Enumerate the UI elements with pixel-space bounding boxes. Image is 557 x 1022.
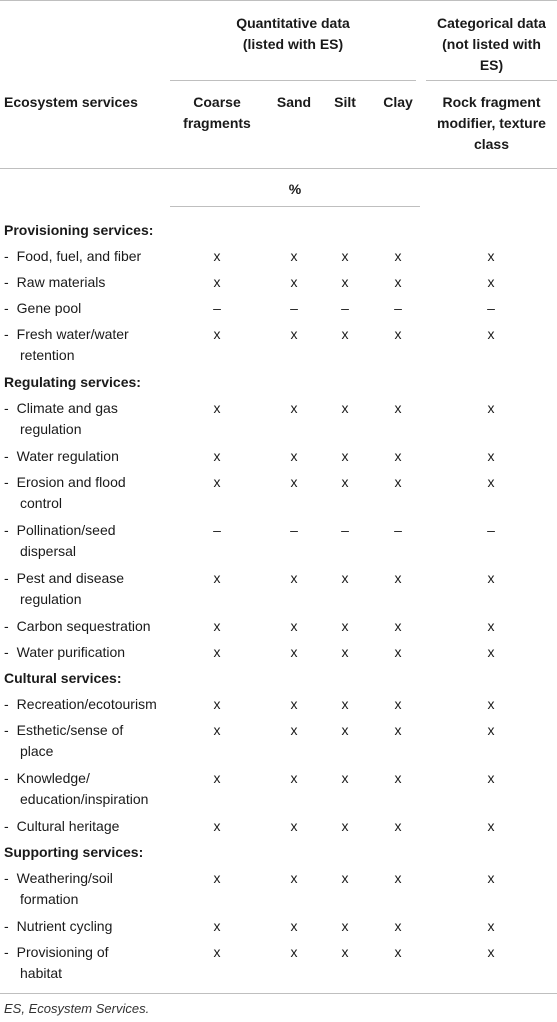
table-cell: x — [394, 474, 402, 490]
row-label-line: Provisioning of — [16, 944, 109, 960]
col-header-rock-fragment: Rock fragment modifier, texture class — [437, 94, 546, 152]
table-cell: x — [394, 274, 402, 290]
table-cell: x — [290, 722, 298, 738]
col-header-coarse-fragments: Coarse fragments — [183, 94, 251, 131]
row-bullet: - — [4, 274, 9, 290]
row-label — [4, 520, 194, 562]
table-cell: x — [213, 918, 221, 934]
row-label-line: Cultural heritage — [16, 818, 120, 834]
table-cell: x — [213, 944, 221, 960]
table-cell: x — [341, 644, 349, 660]
row-label — [4, 298, 194, 319]
table-cell: x — [290, 770, 298, 786]
table-cell: x — [394, 644, 402, 660]
row-label-line: regulation — [20, 421, 82, 437]
table-cell: x — [394, 818, 402, 834]
row-label — [4, 568, 194, 610]
row-label-line: Carbon sequestration — [16, 618, 151, 634]
table-cell: – — [213, 522, 221, 538]
table-cell: – — [487, 522, 495, 538]
row-label — [4, 446, 194, 467]
table-cell: x — [394, 722, 402, 738]
row-bullet: - — [4, 696, 9, 712]
table-cell: x — [394, 918, 402, 934]
row-label-line: Weathering/soil — [16, 870, 113, 886]
table-cell: x — [290, 248, 298, 264]
row-label — [4, 868, 194, 910]
row-bullet: - — [4, 818, 9, 834]
table-cell: x — [290, 644, 298, 660]
table-cell: x — [487, 644, 495, 660]
row-label — [4, 720, 194, 762]
table-cell: – — [290, 522, 298, 538]
row-label — [4, 246, 194, 267]
row-bullet: - — [4, 644, 9, 660]
table-cell: x — [341, 870, 349, 886]
row-bullet: - — [4, 944, 9, 960]
row-label — [4, 272, 194, 293]
table-cell: x — [213, 696, 221, 712]
footnote: ES, Ecosystem Services. — [4, 1001, 150, 1016]
table-cell: x — [487, 274, 495, 290]
table-cell: x — [341, 570, 349, 586]
row-label-line: Fresh water/water — [16, 326, 129, 342]
col-header-clay: Clay — [383, 94, 413, 110]
unit-label: % — [288, 181, 302, 197]
group-underline-quant — [170, 80, 416, 81]
table-cell: x — [341, 474, 349, 490]
table-cell: x — [213, 400, 221, 416]
row-label-line: Water regulation — [16, 448, 119, 464]
table-cell: x — [487, 474, 495, 490]
row-label-line: Climate and gas — [16, 400, 118, 416]
table-cell: x — [213, 722, 221, 738]
table-cell: x — [394, 870, 402, 886]
table-cell: x — [487, 448, 495, 464]
table-cell: x — [487, 400, 495, 416]
row-bullet: - — [4, 300, 9, 316]
table-cell: x — [341, 618, 349, 634]
table-cell: x — [394, 400, 402, 416]
row-label-line: dispersal — [20, 543, 77, 559]
table-cell: x — [290, 400, 298, 416]
table-cell: x — [213, 618, 221, 634]
row-bullet: - — [4, 400, 9, 416]
table-cell: x — [290, 696, 298, 712]
section-heading: Cultural services: — [4, 670, 122, 686]
row-label-line: control — [20, 495, 63, 511]
row-label-line: Pest and disease — [16, 570, 125, 586]
row-label-line: Pollination/seed — [16, 522, 116, 538]
section-heading: Provisioning services: — [4, 222, 154, 238]
table-cell: x — [487, 818, 495, 834]
row-label-line: Food, fuel, and fiber — [16, 248, 142, 264]
table-cell: x — [394, 248, 402, 264]
row-bullet: - — [4, 522, 9, 538]
table-cell: x — [487, 918, 495, 934]
table-cell: x — [290, 870, 298, 886]
row-bullet: - — [4, 570, 9, 586]
row-label — [4, 642, 194, 663]
table-cell: x — [487, 248, 495, 264]
row-label-line: Nutrient cycling — [16, 918, 113, 934]
table-cell: – — [394, 522, 402, 538]
row-label — [4, 472, 194, 514]
row-label — [4, 816, 194, 837]
top-rule — [0, 0, 557, 1]
table-cell: x — [487, 570, 495, 586]
table-cell: x — [394, 618, 402, 634]
col-header-ecosystem-services: Ecosystem services — [4, 94, 138, 110]
table-cell: x — [341, 248, 349, 264]
section-heading: Regulating services: — [4, 374, 141, 390]
table-cell: – — [213, 300, 221, 316]
table-cell: x — [290, 326, 298, 342]
table-cell: x — [394, 770, 402, 786]
table-cell: x — [341, 818, 349, 834]
table-cell: x — [341, 770, 349, 786]
row-label — [4, 768, 194, 810]
table-cell: x — [213, 448, 221, 464]
row-bullet: - — [4, 248, 9, 264]
row-label — [4, 398, 194, 440]
table-cell: – — [341, 522, 349, 538]
bottom-rule — [0, 993, 557, 994]
table-cell: x — [341, 326, 349, 342]
table-cell: x — [213, 274, 221, 290]
row-bullet: - — [4, 722, 9, 738]
table-cell: x — [341, 918, 349, 934]
table-cell: – — [341, 300, 349, 316]
table-cell: x — [487, 944, 495, 960]
header-rule — [0, 168, 557, 169]
col-header-silt: Silt — [334, 94, 356, 110]
table-cell: x — [213, 570, 221, 586]
table-cell: x — [213, 644, 221, 660]
table-cell: x — [341, 722, 349, 738]
table-cell: x — [341, 448, 349, 464]
table-cell: x — [213, 326, 221, 342]
table-cell: x — [213, 770, 221, 786]
table-cell: x — [394, 944, 402, 960]
table-cell: x — [487, 770, 495, 786]
row-bullet: - — [4, 326, 9, 342]
table-cell: x — [341, 274, 349, 290]
section-heading: Supporting services: — [4, 844, 144, 860]
row-label — [4, 324, 194, 366]
table-cell: x — [290, 818, 298, 834]
row-label-line: Esthetic/sense of — [16, 722, 124, 738]
table-cell: x — [213, 248, 221, 264]
row-label-line: Erosion and flood — [16, 474, 126, 490]
table-cell: x — [213, 818, 221, 834]
row-label-line: education/inspiration — [20, 791, 149, 807]
table-cell: x — [290, 570, 298, 586]
group-header-quantitative: Quantitative data (listed with ES) — [236, 15, 350, 52]
row-label-line: formation — [20, 891, 79, 907]
table-cell: x — [341, 400, 349, 416]
row-bullet: - — [4, 474, 9, 490]
row-bullet: - — [4, 618, 9, 634]
table-cell: x — [394, 326, 402, 342]
row-label-line: Gene pool — [16, 300, 82, 316]
table-cell: x — [487, 326, 495, 342]
table-cell: x — [290, 918, 298, 934]
table-cell: – — [394, 300, 402, 316]
row-bullet: - — [4, 870, 9, 886]
table-cell: x — [487, 722, 495, 738]
row-label-line: habitat — [20, 965, 63, 981]
row-label-line: Water purification — [16, 644, 126, 660]
row-bullet: - — [4, 918, 9, 934]
row-label — [4, 942, 194, 984]
row-label — [4, 694, 194, 715]
table-cell: x — [290, 474, 298, 490]
table-cell: x — [394, 448, 402, 464]
row-label-line: Raw materials — [16, 274, 106, 290]
row-label-line: retention — [20, 347, 75, 363]
group-header-categorical: Categorical data (not listed with ES) — [437, 15, 546, 73]
table-cell: x — [341, 696, 349, 712]
row-label — [4, 916, 194, 937]
unit-underline — [170, 206, 420, 207]
table-cell: – — [290, 300, 298, 316]
table-cell: x — [290, 618, 298, 634]
group-underline-cat — [426, 80, 557, 81]
table-cell: x — [213, 474, 221, 490]
row-bullet: - — [4, 770, 9, 786]
table-cell: x — [290, 274, 298, 290]
table-cell: x — [290, 944, 298, 960]
table-cell: – — [487, 300, 495, 316]
table-cell: x — [394, 696, 402, 712]
table-cell: x — [487, 696, 495, 712]
col-header-sand: Sand — [276, 94, 312, 110]
table-cell: x — [290, 448, 298, 464]
row-label-line: regulation — [20, 591, 82, 607]
row-label-line: place — [20, 743, 54, 759]
table-cell: x — [487, 618, 495, 634]
table-cell: x — [341, 944, 349, 960]
row-label — [4, 616, 194, 637]
row-label-line: Knowledge/ — [16, 770, 90, 786]
table-cell: x — [487, 870, 495, 886]
table-cell: x — [213, 870, 221, 886]
row-bullet: - — [4, 448, 9, 464]
table-cell: x — [394, 570, 402, 586]
row-label-line: Recreation/ecotourism — [16, 696, 157, 712]
